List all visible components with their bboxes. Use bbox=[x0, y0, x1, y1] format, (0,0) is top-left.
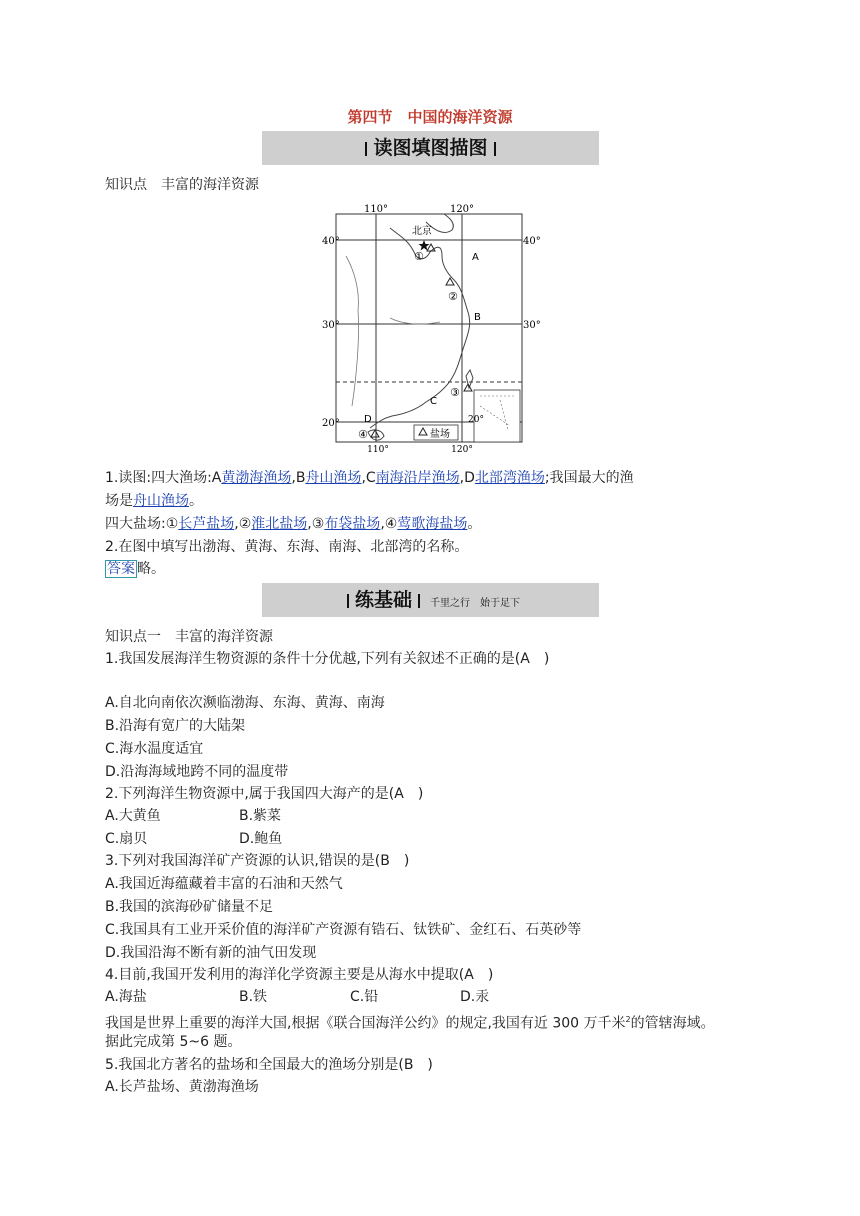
beijing-label: 北京 bbox=[412, 226, 432, 237]
answer-salt-2: 淮北盐场 bbox=[251, 516, 308, 532]
p4-option-a: A.海盐 bbox=[105, 989, 147, 1005]
p5-stem: 5.我国北方著名的盐场和全国最大的渔场分别是(B ) bbox=[105, 1057, 433, 1073]
answer-fishery-d: 北部湾渔场 bbox=[474, 470, 545, 486]
lat-20-left-label: 20° bbox=[322, 418, 340, 429]
p3-option-d: D.我国沿海不断有新的油气田发现 bbox=[105, 945, 317, 961]
p2-option-a: A.大黄鱼 bbox=[105, 808, 161, 824]
banner-title: 练基础 bbox=[354, 589, 412, 611]
q1-s2-prefix: ,② bbox=[234, 516, 252, 532]
p4-option-d: D.汞 bbox=[460, 989, 490, 1005]
intro-line1 bbox=[105, 1010, 715, 1034]
q1-prefix: 1.读图:四大渔场:A bbox=[105, 470, 222, 486]
answer-label: 答案 bbox=[107, 561, 135, 577]
p1-option-b: B.沿海有宽广的大陆架 bbox=[105, 718, 246, 734]
fishery-d-label: D bbox=[364, 414, 372, 425]
lat-40-right-label: 40° bbox=[523, 236, 541, 247]
lat-20-inner-label: 20° bbox=[468, 415, 484, 425]
p2-option-c: C.扇贝 bbox=[105, 831, 148, 847]
salt-mark-4: ④ bbox=[358, 428, 368, 441]
p1-option-a: A.自北向南依次濒临渤海、东海、黄海、南海 bbox=[105, 695, 385, 711]
answer-fishery-a: 黄渤海渔场 bbox=[221, 470, 292, 486]
salt-mark-1: ① bbox=[414, 250, 424, 263]
lon-110-bottom-label: 110° bbox=[367, 445, 389, 455]
answer-salt-4: 莺歌海盐场 bbox=[397, 516, 468, 532]
q1-s4-prefix: ,④ bbox=[380, 516, 398, 532]
lon-120-bottom-label: 120° bbox=[451, 445, 473, 455]
salt-mark-2: ② bbox=[448, 290, 458, 303]
p5-option-a: A.长芦盐场、黄渤海渔场 bbox=[105, 1079, 259, 1095]
p3-option-a: A.我国近海蕴藏着丰富的石油和天然气 bbox=[105, 876, 343, 892]
q1-salt-line bbox=[105, 514, 481, 534]
answer-fishery-c: 南海沿岸渔场 bbox=[375, 470, 460, 486]
lon-110-top-label: 110° bbox=[363, 204, 389, 215]
intro-text-b: 的管辖海域。 bbox=[630, 1015, 715, 1032]
q1-tail: ;我国最大的渔 bbox=[544, 470, 634, 486]
knowledge-point-map: 知识点 丰富的海洋资源 bbox=[105, 177, 259, 193]
q1-line2-prefix: 场是 bbox=[105, 493, 133, 509]
answer-text: 略。 bbox=[137, 561, 165, 577]
intro-text-a: 我国是世界上重要的海洋大国,根据《联合国海洋公约》的规定,我国有近 300 万千米 bbox=[105, 1015, 626, 1032]
answer-salt-3: 布袋盐场 bbox=[324, 516, 381, 532]
p2-option-d: D.鲍鱼 bbox=[239, 831, 283, 847]
p4-stem: 4.目前,我国开发利用的海洋化学资源主要是从海水中提取(A ) bbox=[105, 967, 494, 983]
banner-title: 读图填图描图 bbox=[373, 137, 488, 159]
answer-salt-1: 长芦盐场 bbox=[178, 516, 235, 532]
china-sea-map bbox=[322, 200, 541, 455]
banner-bar-right bbox=[494, 142, 496, 156]
page-title: 第四节 中国的海洋资源 bbox=[347, 108, 513, 126]
lon-120-top-label: 120° bbox=[449, 204, 475, 215]
p2-option-b: B.紫菜 bbox=[239, 808, 282, 824]
q1-d-prefix: ,D bbox=[459, 470, 475, 486]
fishery-b-label: B bbox=[474, 312, 481, 323]
answer-fishery-b: 舟山渔场 bbox=[305, 470, 362, 486]
lat-40-left-label: 40° bbox=[322, 236, 340, 247]
q2-text: 2.在图中填写出渤海、黄海、东海、南海、北部湾的名称。 bbox=[105, 539, 469, 555]
q1-line1 bbox=[105, 468, 634, 488]
q1-line2 bbox=[105, 491, 203, 511]
banner-bar-right bbox=[418, 594, 420, 608]
p4-option-c: C.铅 bbox=[350, 989, 379, 1005]
banner-bar-left bbox=[347, 594, 349, 608]
p4-option-b: B.铁 bbox=[239, 989, 268, 1005]
q1-c-prefix: ,C bbox=[361, 470, 376, 486]
answer-line bbox=[105, 559, 165, 579]
lat-30-right-label: 30° bbox=[523, 320, 541, 331]
p2-stem: 2.下列海洋生物资源中,属于我国四大海产的是(A ) bbox=[105, 786, 424, 802]
q1-salt-end: 。 bbox=[467, 516, 482, 532]
q1-b-prefix: ,B bbox=[291, 470, 306, 486]
p3-option-b: B.我国的滨海砂矿储量不足 bbox=[105, 899, 274, 915]
legend-label: 盐场 bbox=[430, 429, 450, 440]
p1-stem: 1.我国发展海洋生物资源的条件十分优越,下列有关叙述不正确的是(A ) bbox=[105, 651, 550, 667]
section-banner-map bbox=[262, 131, 599, 165]
banner-subtitle: 千里之行 始于足下 bbox=[430, 598, 520, 609]
q1-salt-prefix: 四大盐场:① bbox=[105, 516, 179, 532]
intro-line2: 据此完成第 5~6 题。 bbox=[105, 1034, 242, 1050]
knowledge-point-1: 知识点一 丰富的海洋资源 bbox=[105, 629, 273, 645]
p1-option-c: C.海水温度适宜 bbox=[105, 741, 204, 757]
intro-superscript: 2 bbox=[625, 1015, 631, 1024]
banner-bar-left bbox=[365, 142, 367, 156]
p3-option-c: C.我国具有工业开采价值的海洋矿产资源有锆石、钛铁矿、金红石、石英砂等 bbox=[105, 922, 582, 938]
lat-30-left-label: 30° bbox=[322, 320, 340, 331]
section-banner-basics bbox=[262, 583, 599, 617]
p3-stem: 3.下列对我国海洋矿产资源的认识,错误的是(B ) bbox=[105, 853, 410, 869]
q1-s3-prefix: ,③ bbox=[307, 516, 325, 532]
p1-option-d: D.沿海海域地跨不同的温度带 bbox=[105, 764, 289, 780]
salt-mark-3: ③ bbox=[450, 386, 460, 399]
answer-largest-fishery: 舟山渔场 bbox=[133, 493, 189, 509]
fishery-c-label: C bbox=[430, 396, 437, 407]
fishery-a-label: A bbox=[472, 252, 479, 263]
q1-line2-end: 。 bbox=[189, 493, 203, 509]
